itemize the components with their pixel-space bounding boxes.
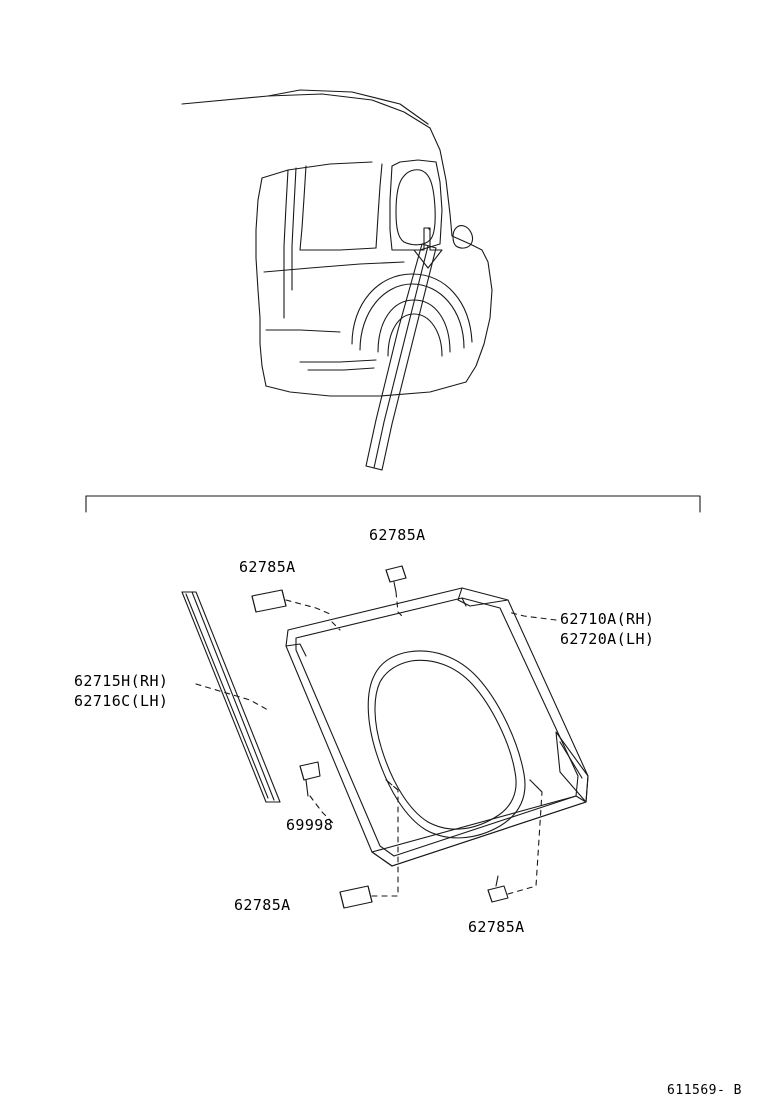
label-62785a-bottom-left: 62785A xyxy=(234,896,291,914)
label-62710a-rh: 62710A(RH) xyxy=(560,610,655,628)
section-divider xyxy=(86,496,700,512)
quarter-glass-assembly xyxy=(182,566,588,908)
label-62785a-left: 62785A xyxy=(239,558,296,576)
label-62716c-lh: 62716C(LH) xyxy=(74,692,169,710)
footer-diagram-code: 611569- B xyxy=(667,1083,742,1098)
label-62720a-lh: 62720A(LH) xyxy=(560,630,655,648)
label-62715h-rh: 62715H(RH) xyxy=(74,672,169,690)
label-62785a-top: 62785A xyxy=(369,526,426,544)
label-62785a-bottom-right: 62785A xyxy=(468,918,525,936)
vehicle-illustration xyxy=(182,90,492,470)
label-69998: 69998 xyxy=(286,816,334,834)
